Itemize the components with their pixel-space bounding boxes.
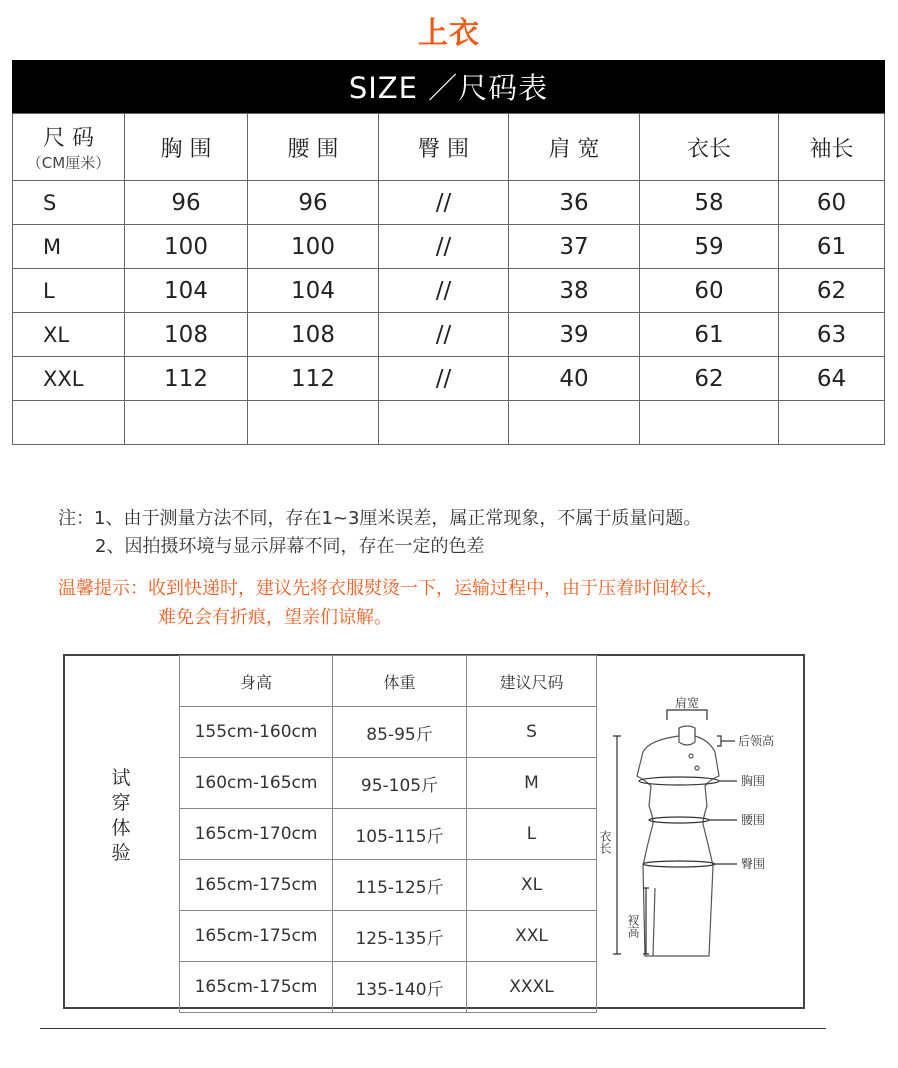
header-size bbox=[13, 114, 125, 181]
chest-cell: 96 bbox=[125, 181, 248, 225]
weight-cell: 115-125斤 bbox=[333, 860, 467, 911]
sleeve-cell: 64 bbox=[779, 357, 885, 401]
height-cell: 165cm-175cm bbox=[180, 911, 333, 962]
waist-cell bbox=[248, 401, 379, 445]
shoulder-cell: 37 bbox=[509, 225, 640, 269]
table-row bbox=[180, 707, 597, 758]
shoulder-cell: 36 bbox=[509, 181, 640, 225]
collar-measure-line bbox=[717, 736, 721, 746]
sleeve-cell: 62 bbox=[779, 269, 885, 313]
suggested-size-cell: XXXL bbox=[467, 962, 597, 1013]
weight-cell: 105-115斤 bbox=[333, 809, 467, 860]
collar-height-label: 后领高 bbox=[738, 734, 775, 748]
chest-label: 胸围 bbox=[741, 774, 766, 788]
table-row bbox=[180, 962, 597, 1013]
table-row bbox=[13, 357, 885, 401]
header-unit: （CM厘米） bbox=[26, 154, 111, 172]
sleeve-cell bbox=[779, 401, 885, 445]
shoulder-cell bbox=[509, 401, 640, 445]
hip-cell: // bbox=[379, 269, 509, 313]
size-cell: S bbox=[13, 181, 125, 225]
hip-cell bbox=[379, 401, 509, 445]
suggested-size-cell: M bbox=[467, 758, 597, 809]
suggested-size-cell: XL bbox=[467, 860, 597, 911]
hip-cell: // bbox=[379, 313, 509, 357]
tip-line-2: 难免会有折痕，望亲们谅解。 bbox=[158, 607, 392, 628]
weight-cell: 95-105斤 bbox=[333, 758, 467, 809]
table-row bbox=[13, 181, 885, 225]
dress-outline bbox=[637, 726, 719, 956]
table-row bbox=[180, 860, 597, 911]
hip-cell: // bbox=[379, 357, 509, 401]
fit-experience-label: 试穿体验 bbox=[111, 767, 131, 864]
size-table-header-row bbox=[13, 114, 885, 181]
height-cell: 165cm-175cm bbox=[180, 962, 333, 1013]
size-cell: L bbox=[13, 269, 125, 313]
tip-line-1: 温馨提示：收到快递时，建议先将衣服熨烫一下，运输过程中，由于压着时间较长， bbox=[58, 578, 724, 599]
hip-label: 臀围 bbox=[741, 857, 766, 871]
shoulder-cell: 38 bbox=[509, 269, 640, 313]
header-length: 衣长 bbox=[640, 114, 779, 181]
chest-cell bbox=[125, 401, 248, 445]
waist-cell: 112 bbox=[248, 357, 379, 401]
shoulder-cell: 40 bbox=[509, 357, 640, 401]
height-cell: 160cm-165cm bbox=[180, 758, 333, 809]
waist-measure-line bbox=[649, 817, 709, 823]
bottom-divider bbox=[40, 1028, 826, 1029]
shoulder-label: 肩宽 bbox=[675, 696, 700, 710]
table-row-empty bbox=[13, 401, 885, 445]
shoulder-measure-line bbox=[667, 710, 707, 720]
sleeve-cell: 63 bbox=[779, 313, 885, 357]
suggested-size-cell: XXL bbox=[467, 911, 597, 962]
chest-measure-line bbox=[639, 777, 719, 785]
waist-cell: 100 bbox=[248, 225, 379, 269]
waist-cell: 96 bbox=[248, 181, 379, 225]
header-chest: 胸 围 bbox=[125, 114, 248, 181]
size-cell: XXL bbox=[13, 357, 125, 401]
button-icon bbox=[689, 754, 693, 758]
height-cell: 165cm-175cm bbox=[180, 860, 333, 911]
chest-cell: 100 bbox=[125, 225, 248, 269]
height-cell: 165cm-170cm bbox=[180, 809, 333, 860]
shoulder-cell: 39 bbox=[509, 313, 640, 357]
header-sleeve: 袖长 bbox=[779, 114, 885, 181]
waist-cell: 108 bbox=[248, 313, 379, 357]
sleeve-cell: 61 bbox=[779, 225, 885, 269]
weight-cell: 125-135斤 bbox=[333, 911, 467, 962]
size-cell: XL bbox=[13, 313, 125, 357]
size-chart-banner: SIZE ／尺码表 bbox=[12, 60, 885, 113]
collar-shape bbox=[679, 728, 695, 745]
length-cell bbox=[640, 401, 779, 445]
length-cell: 61 bbox=[640, 313, 779, 357]
chest-cell: 104 bbox=[125, 269, 248, 313]
button-icon bbox=[695, 766, 699, 770]
fit-table-header-row bbox=[180, 656, 597, 707]
chest-cell: 112 bbox=[125, 357, 248, 401]
table-row bbox=[180, 758, 597, 809]
table-row bbox=[13, 313, 885, 357]
table-row bbox=[180, 809, 597, 860]
length-cell: 62 bbox=[640, 357, 779, 401]
waist-label: 腰围 bbox=[741, 813, 766, 827]
sleeve-cell: 60 bbox=[779, 181, 885, 225]
suggested-size-cell: L bbox=[467, 809, 597, 860]
fit-table bbox=[179, 655, 597, 1013]
length-cell: 59 bbox=[640, 225, 779, 269]
note-line-2: 2、因拍摄环境与显示屏幕不同，存在一定的色差 bbox=[95, 536, 485, 557]
suggested-size-cell: S bbox=[467, 707, 597, 758]
hip-measure-line bbox=[643, 861, 715, 867]
header-hip: 臀 围 bbox=[379, 114, 509, 181]
length-cell: 60 bbox=[640, 269, 779, 313]
header-waist: 腰 围 bbox=[248, 114, 379, 181]
header-shoulder: 肩 宽 bbox=[509, 114, 640, 181]
page-title: 上衣 bbox=[418, 16, 480, 51]
weight-cell: 85-95斤 bbox=[333, 707, 467, 758]
size-table bbox=[12, 113, 885, 445]
header-weight: 体重 bbox=[333, 656, 467, 707]
chest-cell: 108 bbox=[125, 313, 248, 357]
hip-cell: // bbox=[379, 225, 509, 269]
length-label: 衣长 bbox=[598, 830, 612, 854]
fit-experience-box bbox=[63, 654, 805, 1009]
table-row bbox=[13, 225, 885, 269]
waist-cell: 104 bbox=[248, 269, 379, 313]
table-row bbox=[180, 911, 597, 962]
hip-cell: // bbox=[379, 181, 509, 225]
size-cell bbox=[13, 401, 125, 445]
header-height: 身高 bbox=[180, 656, 333, 707]
length-measure-line bbox=[613, 736, 621, 954]
header-size-label: 尺 码 bbox=[43, 126, 94, 151]
table-row bbox=[13, 269, 885, 313]
note-line-1: 注：1、由于测量方法不同，存在1~3厘米误差，属正常现象，不属于质量问题。 bbox=[58, 508, 702, 529]
header-suggested-size: 建议尺码 bbox=[467, 656, 597, 707]
height-cell: 155cm-160cm bbox=[180, 707, 333, 758]
size-cell: M bbox=[13, 225, 125, 269]
weight-cell: 135-140斤 bbox=[333, 962, 467, 1013]
length-cell: 58 bbox=[640, 181, 779, 225]
slit-line bbox=[653, 888, 655, 956]
qipao-measurement-diagram bbox=[597, 656, 803, 1007]
slit-height-label: 衩高 bbox=[626, 914, 640, 938]
